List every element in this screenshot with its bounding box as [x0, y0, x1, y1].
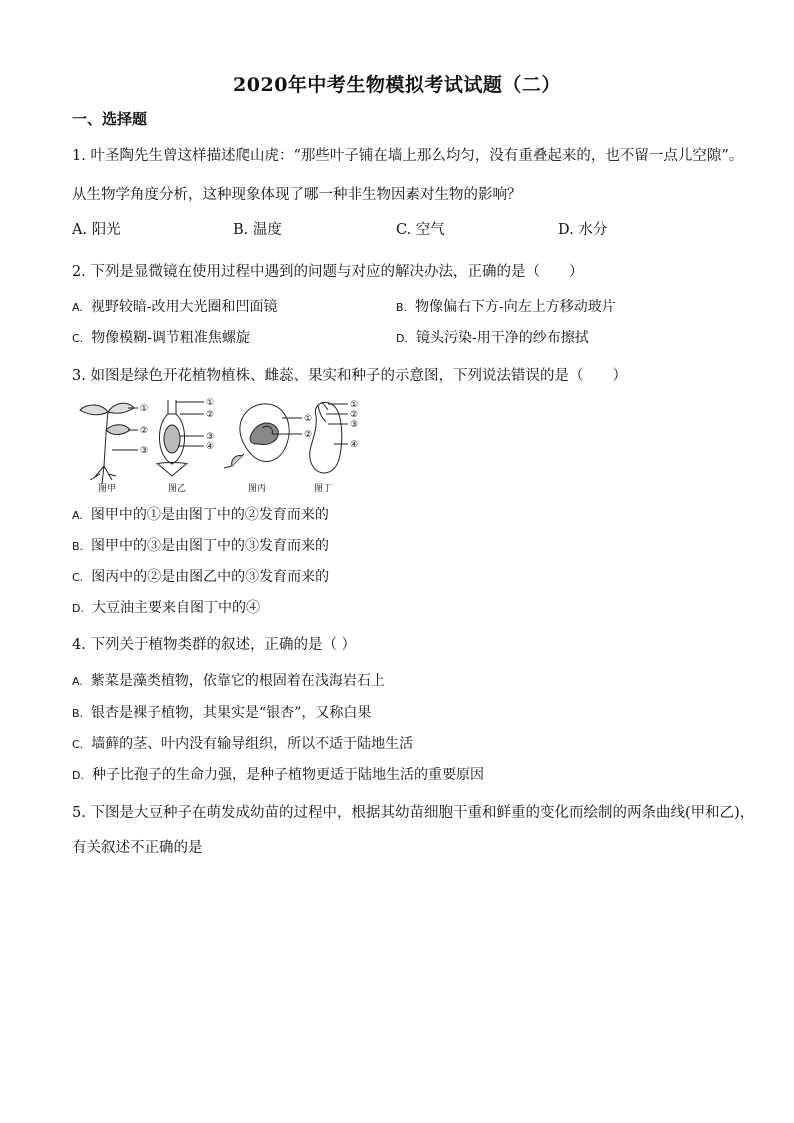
marker-2: ② [206, 410, 215, 420]
option-text: 种子比孢子的生命力强，是种子植物更适于陆地生活的重要原因 [91, 767, 484, 783]
q2-stem: 2. 下列是显微镜在使用过程中遇到的问题与对应的解决办法，正确的是（ ） [72, 264, 584, 280]
option-text: 银杏是裸子植物，其果实是“银杏”，又称白果 [91, 705, 372, 721]
pistil-drawing [156, 400, 204, 476]
q3-stem: 3. 如图是绿色开花植物植株、雌蕊、果实和种子的示意图，下列说法错误的是（ ） [72, 368, 627, 384]
option-text: 大豆油主要来自图丁中的④ [91, 600, 260, 616]
q4-option-b [72, 702, 371, 722]
bean-seed-drawing [310, 402, 348, 473]
caption-yi: 图乙 [168, 484, 187, 494]
q1-stem-line2: 从生物学角度分析，这种现象体现了哪一种非生物因素对生物的影响？ [72, 187, 522, 203]
option-letter: D. [396, 332, 408, 345]
q3-option-c [72, 566, 329, 586]
section-heading: 一、选择题 [72, 110, 148, 128]
option-letter: C. [72, 571, 84, 584]
option-letter: C. [72, 738, 84, 751]
q1-stem-line1: 1. 叶圣陶先生曾这样描述爬山虎：“那些叶子铺在墙上那么均匀，没有重叠起来的，也不留一点儿空隙”。 [72, 148, 744, 164]
q3-option-a [72, 504, 329, 524]
option-text: 物像偏右下方-向左上方移动玻片 [415, 299, 616, 315]
option-letter: C. [72, 332, 84, 345]
option-text: 物像模糊-调节粗准焦螺旋 [91, 330, 250, 346]
option-text: 镜头污染-用干净的纱布擦拭 [415, 330, 589, 346]
marker-3: ③ [140, 446, 149, 456]
q3-option-b [72, 535, 329, 555]
marker-4: ④ [206, 442, 215, 452]
q5-stem-line1: 5. 下图是大豆种子在萌发成幼苗的过程中，根据其幼苗细胞干重和鲜重的变化而绘制的两条曲线(甲和乙)， [72, 805, 755, 821]
option-letter: D. [72, 769, 84, 782]
marker-2: ② [304, 430, 313, 440]
seedling-drawing [80, 403, 138, 484]
marker-3: ③ [350, 420, 359, 430]
marker-1: ① [140, 404, 149, 414]
marker-1: ① [206, 398, 215, 408]
option-letter: A. [72, 675, 83, 688]
option-letter: B. [72, 540, 84, 553]
marker-1: ① [350, 400, 359, 410]
option-text: 图甲中的①是由图丁中的②发育而来的 [90, 507, 329, 523]
q4-option-a [72, 670, 385, 690]
q4-option-d [72, 764, 484, 784]
q1-option-c: C. 空气 [396, 222, 445, 238]
option-text: 视野较暗-改用大光圈和凹面镜 [90, 299, 278, 315]
page-title: 2020年中考生物模拟考试试题（二） [233, 74, 561, 96]
q4-option-c [72, 733, 413, 753]
option-text: 紫菜是藻类植物，依靠它的根固着在浅海岩石上 [90, 673, 385, 689]
marker-4: ④ [350, 440, 359, 450]
q3-option-d [72, 597, 260, 617]
plant-diagram-figure [72, 394, 372, 494]
marker-1: ① [304, 414, 313, 424]
caption-ding: 图丁 [314, 484, 333, 494]
marker-2: ② [140, 426, 149, 436]
q1-option-d: D. 水分 [558, 222, 608, 238]
option-letter: A. [72, 509, 83, 522]
q1-option-b: B. 温度 [233, 222, 282, 238]
marker-2: ② [350, 410, 359, 420]
option-letter: A. [72, 301, 83, 314]
option-letter: B. [396, 301, 408, 314]
q5-stem-line2: 有关叙述不正确的是 [72, 840, 203, 856]
option-text: 图甲中的③是由图丁中的③发育而来的 [91, 538, 330, 554]
marker-3: ③ [206, 432, 215, 442]
q2-option-c [72, 327, 250, 347]
fruit-drawing [224, 404, 302, 468]
option-letter: B. [72, 707, 84, 720]
option-text: 图丙中的②是由图乙中的③发育而来的 [91, 569, 330, 585]
q2-option-a [72, 296, 278, 316]
q2-option-b [396, 296, 616, 316]
q4-stem: 4. 下列关于植物类群的叙述，正确的是（ ） [72, 637, 357, 653]
option-text: 墙藓的茎、叶内没有输导组织，所以不适于陆地生活 [91, 736, 414, 752]
q2-option-d [396, 327, 589, 347]
caption-bing: 图丙 [248, 484, 267, 494]
caption-jia: 图甲 [98, 484, 117, 494]
option-letter: D. [72, 602, 84, 615]
q1-option-a: A. 阳光 [72, 222, 121, 238]
